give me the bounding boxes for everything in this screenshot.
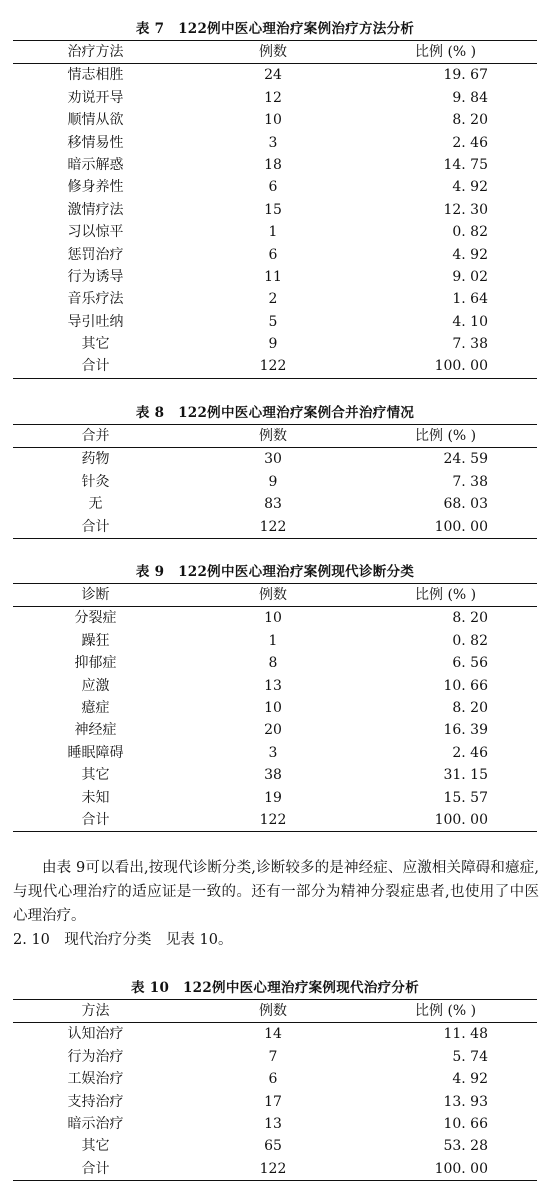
percent-value: 7. 38 — [452, 473, 488, 490]
percent-cell — [368, 311, 537, 333]
percent-value: 0. 82 — [452, 632, 488, 649]
count-cell: 122 — [259, 811, 287, 828]
percent-cell — [368, 448, 537, 470]
count-cell: 12 — [264, 89, 282, 106]
percent-cell — [368, 719, 537, 741]
percent-cell — [368, 1091, 537, 1113]
count-cell: 122 — [259, 1160, 287, 1177]
percent-value: 0. 82 — [452, 224, 488, 241]
percent-value: 16. 39 — [443, 722, 488, 739]
count-cell: 5 — [268, 313, 278, 330]
row-label-cell: 暗示解惑 — [67, 156, 124, 173]
table-row — [13, 176, 537, 198]
percent-value: 19. 67 — [443, 67, 488, 84]
row-label-cell: 抑郁症 — [74, 655, 117, 672]
table-bottom-rule — [13, 378, 537, 379]
percent-cell — [368, 697, 537, 719]
table-caption: 表 10 122例中医心理治疗案例现代治疗分析 — [130, 980, 420, 996]
count-cell: 7 — [268, 1048, 278, 1065]
count-cell: 3 — [268, 744, 278, 761]
table-caption: 表 7 122例中医心理治疗案例治疗方法分析 — [135, 21, 415, 37]
row-label-cell: 劝说开导 — [67, 89, 124, 106]
row-label-cell: 合计 — [81, 1160, 110, 1177]
table-row — [13, 244, 537, 266]
row-label-cell: 分裂症 — [74, 610, 117, 627]
table-row — [13, 448, 537, 470]
row-label-cell: 药物 — [81, 451, 110, 468]
table-row — [13, 1068, 537, 1090]
table-caption: 表 8 122例中医心理治疗案例合并治疗情况 — [135, 405, 415, 421]
percent-value: 4. 92 — [452, 1071, 488, 1088]
percent-value: 24. 59 — [443, 451, 488, 468]
table-row — [13, 787, 537, 809]
row-label-cell: 认知治疗 — [67, 1026, 124, 1043]
table-row — [13, 719, 537, 741]
percent-cell — [368, 154, 537, 176]
header-cell: 合并 — [81, 428, 110, 444]
table-header-row — [13, 1000, 537, 1022]
percent-cell — [368, 355, 537, 377]
percent-value: 7. 38 — [452, 336, 488, 353]
header-cell: 比例 (% ) — [415, 44, 477, 60]
table-7 — [13, 18, 537, 379]
table-row — [13, 675, 537, 697]
table-row — [13, 1158, 537, 1180]
table-row — [13, 221, 537, 243]
table-row — [13, 132, 537, 154]
count-cell: 6 — [268, 1071, 278, 1088]
row-label-cell: 其它 — [81, 767, 110, 784]
row-label-cell: 合计 — [81, 811, 110, 828]
header-cell: 诊断 — [81, 587, 110, 603]
table-bottom-rule — [13, 538, 537, 539]
percent-cell — [368, 109, 537, 131]
percent-cell — [368, 221, 537, 243]
percent-cell — [368, 288, 537, 310]
count-cell: 1 — [268, 632, 278, 649]
percent-cell — [368, 1113, 537, 1135]
row-label-cell: 音乐疗法 — [67, 291, 124, 308]
count-cell: 65 — [264, 1138, 282, 1155]
table-bottom-rule — [13, 1180, 537, 1181]
count-cell: 122 — [259, 518, 287, 535]
table-body — [13, 64, 537, 377]
percent-value: 100. 00 — [434, 358, 488, 375]
table-row — [13, 764, 537, 786]
header-cell: 方法 — [81, 1003, 110, 1019]
percent-value: 15. 57 — [443, 789, 488, 806]
percent-value: 100. 00 — [434, 811, 488, 828]
percent-value: 100. 00 — [434, 518, 488, 535]
count-cell: 24 — [264, 67, 282, 84]
percent-cell — [368, 132, 537, 154]
row-label-cell: 睡眠障碍 — [67, 744, 124, 761]
row-label-cell: 顺情从欲 — [67, 112, 124, 129]
table-row — [13, 64, 537, 86]
row-label-cell: 躁狂 — [81, 632, 110, 649]
count-cell: 18 — [264, 156, 282, 173]
table-row — [13, 1091, 537, 1113]
percent-cell — [368, 787, 537, 809]
table-row — [13, 809, 537, 831]
header-cell: 比例 (% ) — [415, 1003, 477, 1019]
percent-value: 8. 20 — [452, 699, 488, 716]
header-cell: 例数 — [259, 428, 287, 444]
table-row — [13, 652, 537, 674]
percent-value: 10. 66 — [443, 677, 488, 694]
percent-cell — [368, 1158, 537, 1180]
percent-cell — [368, 1046, 537, 1068]
table-row — [13, 311, 537, 333]
row-label-cell: 移情易性 — [67, 134, 124, 151]
table-row — [13, 697, 537, 719]
count-cell: 30 — [264, 451, 282, 468]
table-row — [13, 493, 537, 515]
row-label-cell: 导引吐纳 — [67, 313, 124, 330]
table-row — [13, 1135, 537, 1157]
table-10 — [13, 977, 537, 1181]
row-label-cell: 激情疗法 — [67, 201, 124, 218]
count-cell: 3 — [268, 134, 278, 151]
table-row — [13, 266, 537, 288]
count-cell: 11 — [264, 268, 282, 285]
count-cell: 19 — [264, 789, 282, 806]
count-cell: 122 — [259, 358, 287, 375]
paragraph: 由表 9可以看出,按现代诊断分类,诊断较多的是神经症、应激相关障碍和癔症,与现代心理治疗的适应证是一致的。还有一部分为精神分裂症患者,也使用了中医心理治疗。 — [13, 860, 539, 924]
row-label-cell: 合计 — [81, 358, 110, 375]
table-body — [13, 607, 537, 831]
row-label-cell: 癔症 — [81, 699, 110, 716]
table-row — [13, 109, 537, 131]
percent-cell — [368, 764, 537, 786]
row-label-cell: 神经症 — [74, 722, 117, 739]
table-row — [13, 1046, 537, 1068]
row-label-cell: 习以惊平 — [67, 224, 124, 241]
percent-cell — [368, 675, 537, 697]
count-cell: 2 — [268, 291, 278, 308]
percent-cell — [368, 471, 537, 493]
percent-value: 11. 48 — [443, 1026, 488, 1043]
percent-cell — [368, 516, 537, 538]
count-cell: 83 — [264, 496, 282, 513]
percent-value: 2. 46 — [452, 744, 488, 761]
header-cell: 例数 — [259, 587, 287, 603]
count-cell: 6 — [268, 246, 278, 263]
section-heading: 2. 10 现代治疗分类 见表 10。 — [13, 932, 233, 948]
table-header-row — [13, 41, 537, 63]
table-row — [13, 355, 537, 377]
count-cell: 9 — [268, 473, 278, 490]
row-label-cell: 行为诱导 — [67, 268, 124, 285]
percent-cell — [368, 176, 537, 198]
percent-value: 5. 74 — [452, 1048, 488, 1065]
percent-cell — [368, 607, 537, 629]
table-row — [13, 1113, 537, 1135]
percent-cell — [368, 333, 537, 355]
table-header-row — [13, 425, 537, 447]
row-label-cell: 合计 — [81, 518, 110, 535]
count-cell: 9 — [268, 336, 278, 353]
table-9 — [13, 561, 537, 832]
percent-value: 31. 15 — [443, 767, 488, 784]
count-cell: 8 — [268, 655, 278, 672]
table-caption: 表 9 122例中医心理治疗案例现代诊断分类 — [135, 564, 415, 580]
row-label-cell: 工娱治疗 — [67, 1071, 124, 1088]
percent-value: 53. 28 — [443, 1138, 488, 1155]
percent-value: 4. 10 — [452, 313, 488, 330]
table-row — [13, 154, 537, 176]
row-label-cell: 情志相胜 — [67, 67, 124, 84]
row-label-cell: 无 — [88, 496, 103, 513]
table-row — [13, 471, 537, 493]
count-cell: 1 — [268, 224, 278, 241]
table-header-row — [13, 584, 537, 606]
percent-cell — [368, 64, 537, 86]
percent-value: 8. 20 — [452, 112, 488, 129]
row-label-cell: 惩罚治疗 — [67, 246, 124, 263]
percent-value: 10. 66 — [443, 1115, 488, 1132]
count-cell: 6 — [268, 179, 278, 196]
percent-value: 9. 84 — [452, 89, 488, 106]
percent-value: 6. 56 — [452, 655, 488, 672]
row-label-cell: 未知 — [81, 789, 110, 806]
count-cell: 38 — [264, 767, 282, 784]
row-label-cell: 针灸 — [81, 473, 110, 490]
percent-value: 8. 20 — [452, 610, 488, 627]
count-cell: 10 — [264, 610, 282, 627]
count-cell: 10 — [264, 112, 282, 129]
count-cell: 10 — [264, 699, 282, 716]
count-cell: 15 — [264, 201, 282, 218]
table-row — [13, 742, 537, 764]
count-cell: 14 — [264, 1026, 282, 1043]
row-label-cell: 行为治疗 — [67, 1048, 124, 1065]
percent-cell — [368, 630, 537, 652]
percent-cell — [368, 1068, 537, 1090]
table-body — [13, 448, 537, 538]
percent-cell — [368, 87, 537, 109]
table-body — [13, 1023, 537, 1180]
header-cell: 比例 (% ) — [415, 587, 477, 603]
table-row — [13, 333, 537, 355]
percent-value: 12. 30 — [443, 201, 488, 218]
percent-value: 4. 92 — [452, 246, 488, 263]
header-cell: 比例 (% ) — [415, 428, 477, 444]
percent-cell — [368, 199, 537, 221]
table-bottom-rule — [13, 831, 537, 832]
percent-cell — [368, 493, 537, 515]
percent-cell — [368, 244, 537, 266]
percent-value: 2. 46 — [452, 134, 488, 151]
count-cell: 13 — [264, 1115, 282, 1132]
table-row — [13, 199, 537, 221]
percent-value: 68. 03 — [443, 496, 488, 513]
count-cell: 17 — [264, 1093, 282, 1110]
header-cell: 例数 — [259, 44, 287, 60]
percent-cell — [368, 266, 537, 288]
body-text — [13, 856, 539, 952]
percent-value: 13. 93 — [443, 1093, 488, 1110]
table-row — [13, 630, 537, 652]
row-label-cell: 应激 — [81, 677, 110, 694]
percent-value: 9. 02 — [452, 268, 488, 285]
row-label-cell: 支持治疗 — [67, 1093, 124, 1110]
percent-value: 1. 64 — [452, 291, 488, 308]
header-cell: 例数 — [259, 1003, 287, 1019]
count-cell: 20 — [264, 722, 282, 739]
header-cell: 治疗方法 — [67, 44, 124, 60]
table-row — [13, 516, 537, 538]
percent-cell — [368, 652, 537, 674]
percent-value: 14. 75 — [443, 156, 488, 173]
row-label-cell: 其它 — [81, 336, 110, 353]
percent-value: 4. 92 — [452, 179, 488, 196]
percent-cell — [368, 1135, 537, 1157]
table-row — [13, 288, 537, 310]
row-label-cell: 其它 — [81, 1138, 110, 1155]
percent-cell — [368, 742, 537, 764]
percent-value: 100. 00 — [434, 1160, 488, 1177]
row-label-cell: 暗示治疗 — [67, 1115, 124, 1132]
percent-cell — [368, 809, 537, 831]
table-row — [13, 1023, 537, 1045]
table-row — [13, 607, 537, 629]
table-row — [13, 87, 537, 109]
table-8 — [13, 402, 537, 539]
percent-cell — [368, 1023, 537, 1045]
row-label-cell: 修身养性 — [67, 179, 124, 196]
count-cell: 13 — [264, 677, 282, 694]
